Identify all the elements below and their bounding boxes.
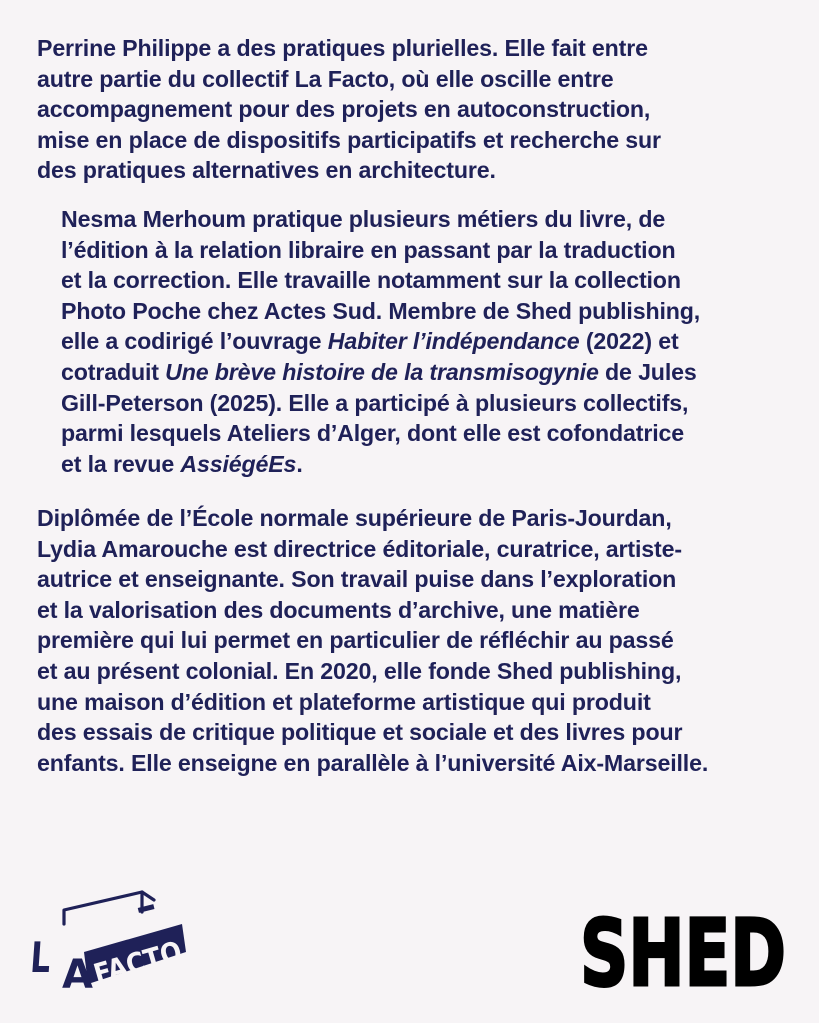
bio-line — [61, 265, 700, 296]
bio-text: et au présent colonial. En 2020, elle fonde Shed publishing, — [37, 657, 682, 684]
bio-text: accompagnement pour des projets en autoconstruction, — [37, 96, 651, 123]
bio-text: mise en place de dispositifs participatifs et recherche sur — [37, 126, 661, 153]
bio-text: de Jules — [598, 358, 697, 385]
bio-line — [61, 235, 700, 266]
shed-logo-text: SHED — [580, 900, 786, 1007]
bio-text: Lydia Amarouche est directrice éditoriale, curatrice, artiste- — [37, 535, 682, 562]
bio-line — [37, 748, 708, 779]
lafacto-letter-a: A — [62, 952, 93, 998]
bio-line — [61, 449, 700, 480]
bio-text: Diplômée de l’École normale supérieure de Paris-Jourdan, — [37, 505, 672, 531]
bio-text: autrice et enseignante. Son travail puise dans l’exploration — [37, 566, 677, 593]
bio-text: l’édition à la relation libraire en passant par la traduction — [61, 236, 676, 263]
bio-line — [61, 418, 700, 449]
bio-line — [37, 687, 708, 718]
bio-text: (2022) et — [579, 328, 679, 355]
italic-title: AssiégéEs — [180, 450, 297, 477]
bio-line — [37, 564, 708, 595]
bio-text: autre partie du collectif La Facto, où elle oscille entre — [37, 65, 614, 92]
lafacto-word-facto: FACTO — [89, 931, 197, 991]
bio-line — [37, 534, 708, 565]
bio-line — [37, 625, 708, 656]
bio-line — [61, 204, 700, 235]
bio-line — [61, 326, 700, 357]
bio-text: des essais de critique politique et sociale et des livres pour — [37, 719, 683, 746]
bio-text: parmi lesquels Ateliers d’Alger, dont elle est cofondatrice — [61, 420, 684, 447]
bio-line — [37, 155, 661, 186]
bio-line — [37, 33, 661, 64]
bio-text: Gill-Peterson (2025). Elle a participé à plusieurs collectifs, — [61, 389, 689, 416]
bio-line — [37, 64, 661, 95]
bio-text: une maison d’édition et plateforme artistique qui produit — [37, 688, 651, 715]
bio-line — [61, 357, 700, 388]
bio-text: enfants. Elle enseigne en parallèle à l’université Aix-Marseille. — [37, 749, 709, 776]
bio-nesma-merhoum — [61, 204, 700, 479]
bio-text: Nesma Merhoum pratique plusieurs métiers du livre, de — [61, 206, 666, 232]
bio-text: Perrine Philippe a des pratiques plurielles. Elle fait entre — [37, 35, 648, 61]
bio-line — [37, 656, 708, 687]
bio-line — [37, 94, 661, 125]
bio-lydia-amarouche — [37, 503, 708, 778]
bio-line — [37, 595, 708, 626]
italic-title: Habiter l’indépendance — [327, 328, 580, 355]
bio-text: et la valorisation des documents d’archive, une matière — [37, 596, 640, 623]
bio-line — [37, 503, 708, 534]
lafacto-logo-icon — [28, 886, 197, 998]
bio-text: Photo Poche chez Actes Sud. Membre de Shed publishing, — [61, 297, 701, 324]
bio-text: et la correction. Elle travaille notamment sur la collection — [61, 267, 681, 294]
shed-logo-icon — [580, 900, 790, 1007]
bio-line — [37, 125, 661, 156]
bio-line — [61, 296, 700, 327]
lafacto-letter-l: L — [28, 932, 53, 983]
bio-perrine-philippe — [37, 33, 661, 186]
bio-line — [37, 717, 708, 748]
bio-text: cotraduit — [61, 358, 166, 385]
bio-text: première qui lui permet en particulier de réfléchir au passé — [37, 627, 674, 654]
bio-text: des pratiques alternatives en architecture. — [37, 157, 496, 184]
bio-line — [61, 388, 700, 419]
italic-title: Une brève histoire de la transmisogynie — [165, 358, 599, 385]
bio-text: elle a codirigé l’ouvrage — [61, 328, 328, 355]
bio-text: et la revue — [61, 450, 181, 477]
bio-text: . — [296, 450, 303, 477]
